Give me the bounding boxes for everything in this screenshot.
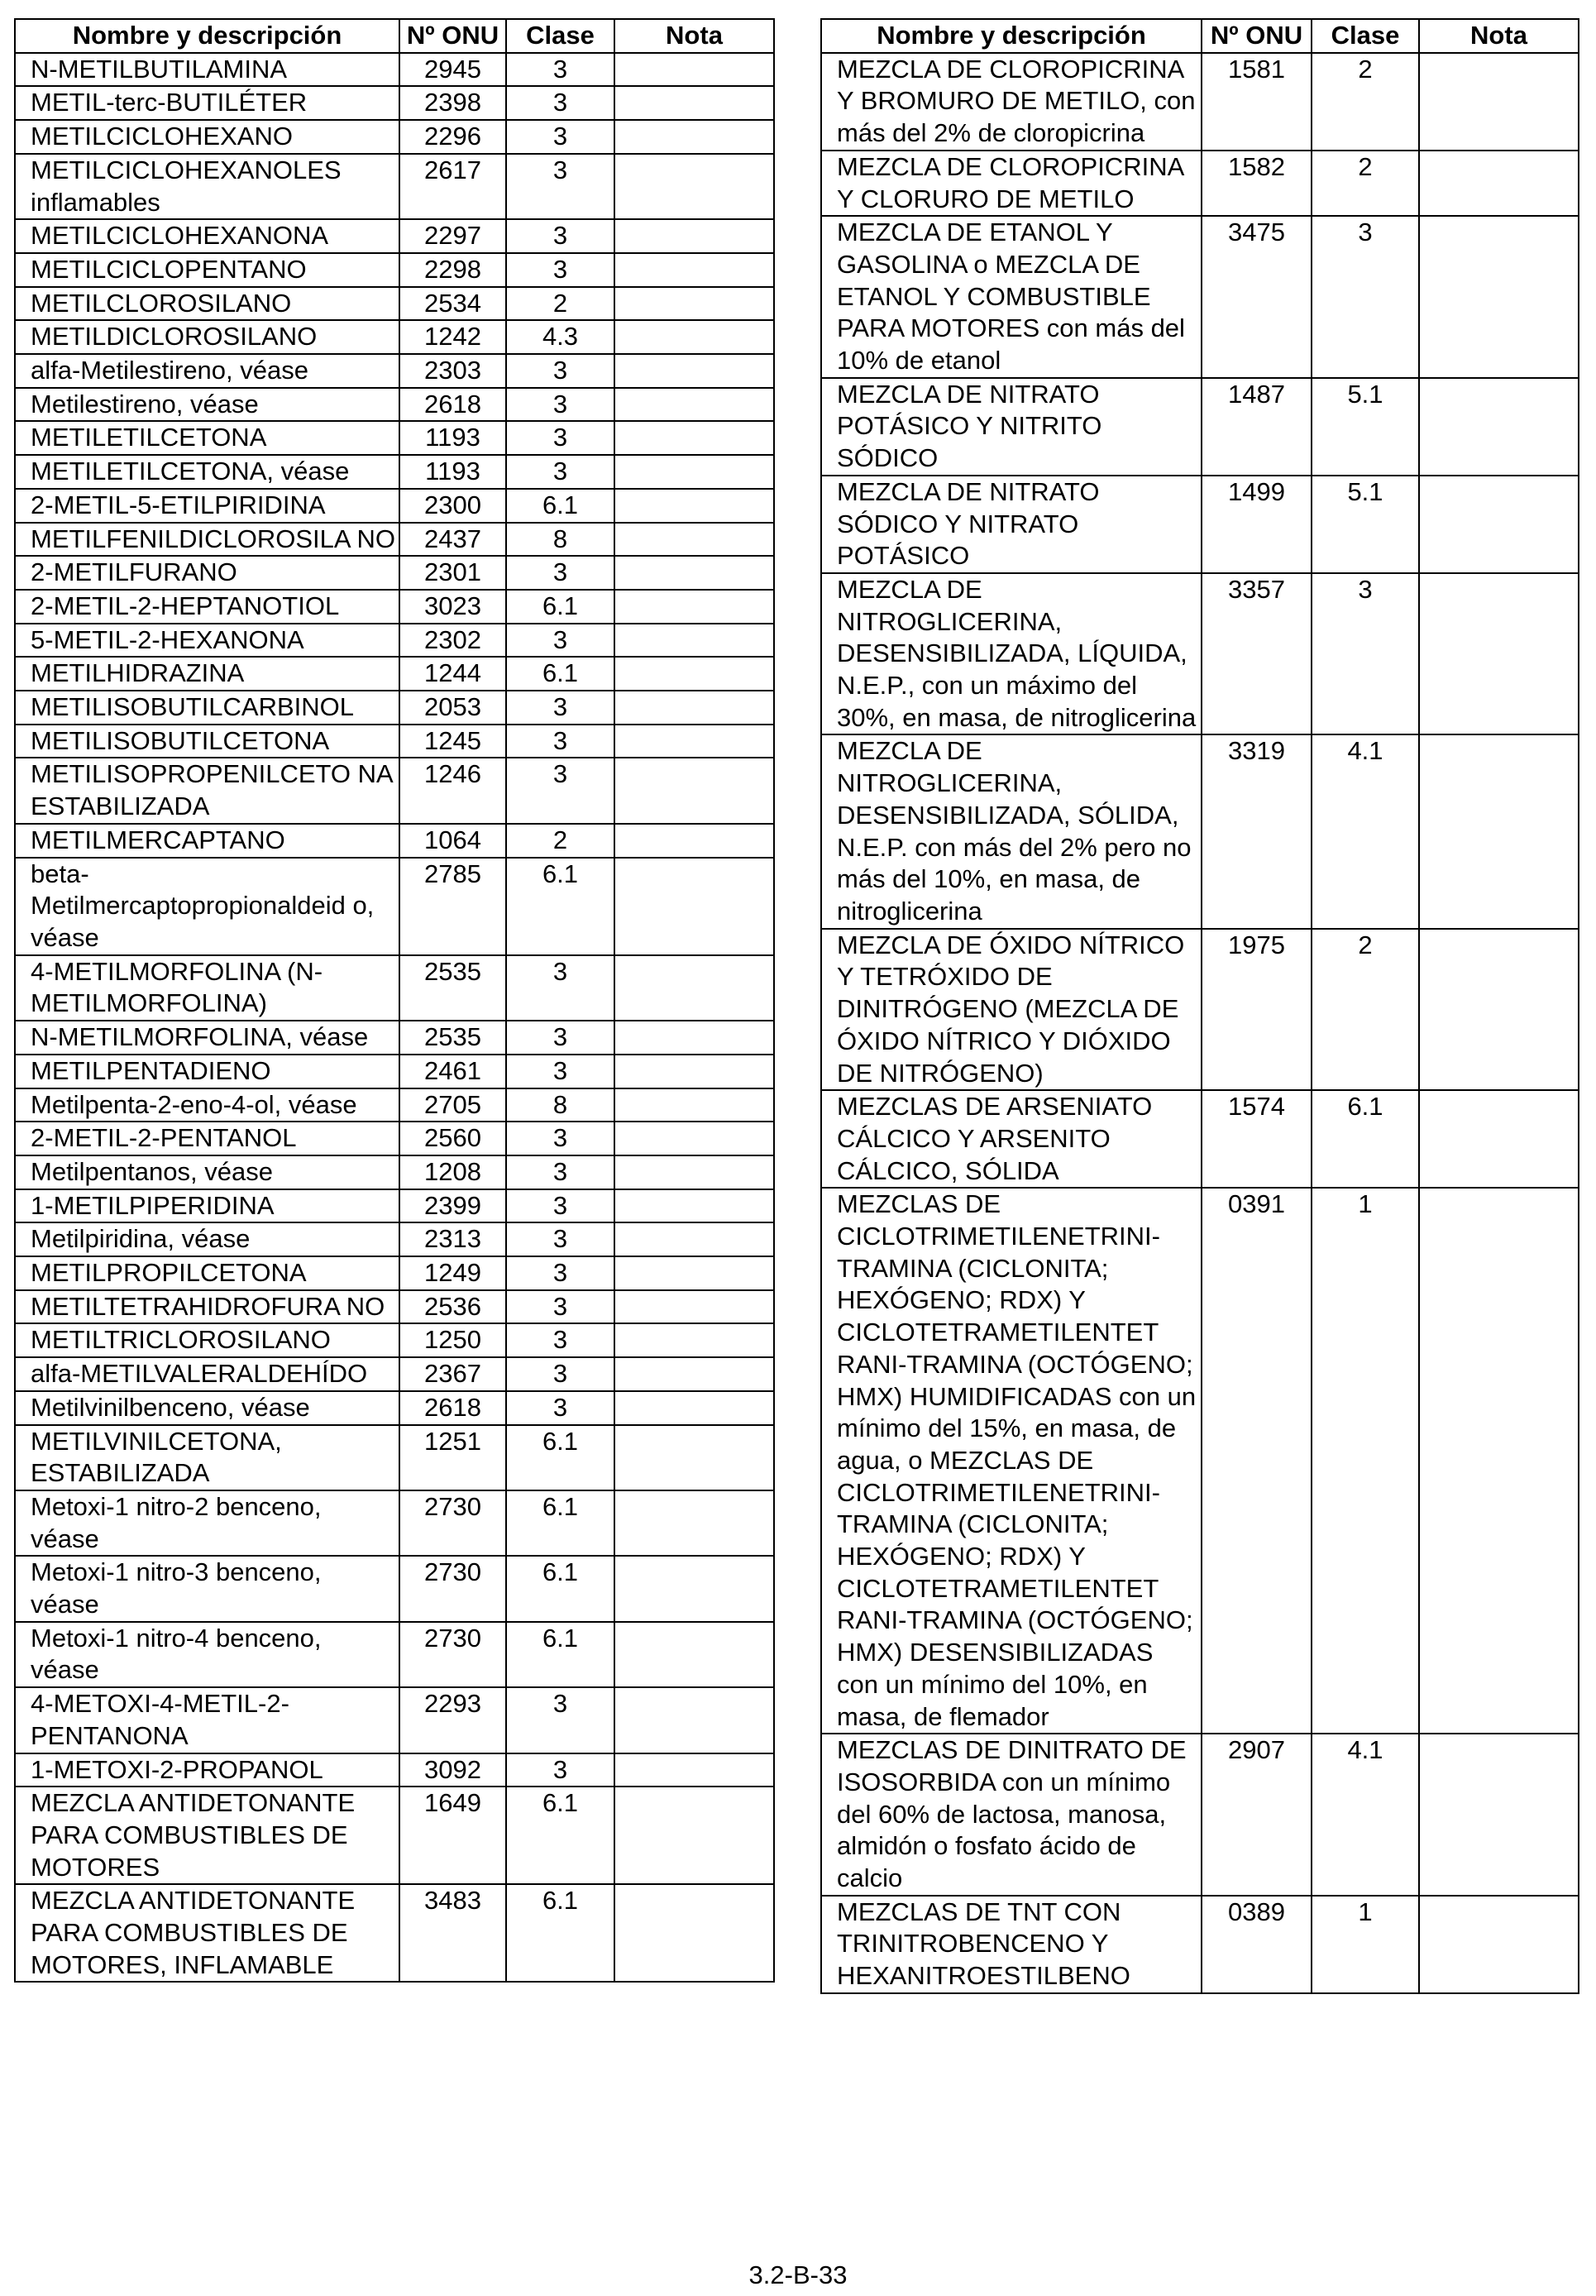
cell-nota [614,1753,774,1787]
cell-nota [614,86,774,120]
cell-nota [614,691,774,725]
cell-name: MEZCLAS DE DINITRATO DE ISOSORBIDA con un mínimo del 60% de lactosa, manosa, almidón o fosfato ácido de calcio [821,1734,1202,1896]
cell-nota [614,1021,774,1055]
cell-name: METILCICLOHEXANO [15,120,399,154]
table-row [15,455,774,489]
cell-clase: 3 [506,1256,614,1290]
cell-clase: 3 [506,1122,614,1155]
cell-nota [614,1622,774,1687]
cell-onu: 2399 [399,1189,506,1223]
table-row [15,624,774,658]
cell-clase: 2 [1312,151,1419,216]
cell-clase: 3 [506,1753,614,1787]
cell-onu: 2398 [399,86,506,120]
table-row [15,253,774,287]
table-row [15,1622,774,1687]
table-row [15,725,774,758]
cell-onu: 2293 [399,1687,506,1753]
cell-clase: 3 [506,758,614,823]
table-body-right [821,53,1579,1993]
cell-name: N-METILBUTILAMINA [15,53,399,87]
table-row [821,573,1579,735]
cell-name: Metilpenta-2-eno-4-ol, véase [15,1088,399,1122]
cell-name: MEZCLA DE NITROGLICERINA, DESENSIBILIZADA, LÍQUIDA, N.E.P., con un máximo del 30%, en masa, de nitroglicerina [821,573,1202,735]
table-row [15,1753,774,1787]
table-row [821,53,1579,151]
table-row [821,216,1579,378]
cell-nota [1419,53,1579,151]
table-row [821,1188,1579,1734]
column-header-clase: Clase [1312,19,1419,53]
cell-nota [1419,151,1579,216]
cell-name: MEZCLAS DE TNT CON TRINITROBENCENO Y HEXANITROESTILBENO [821,1896,1202,1993]
cell-nota [614,758,774,823]
cell-clase: 3 [506,1055,614,1088]
cell-name: MEZCLA DE NITROGLICERINA, DESENSIBILIZADA, SÓLIDA, N.E.P. con más del 2% pero no más del 10%, en masa, de nitroglicerina [821,734,1202,928]
table-row [15,691,774,725]
table-row [15,1884,774,1982]
cell-clase: 1 [1312,1188,1419,1734]
cell-nota [614,858,774,955]
cell-nota [614,1787,774,1884]
cell-onu: 1251 [399,1425,506,1490]
cell-name: METILISOBUTILCARBINOL [15,691,399,725]
cell-nota [1419,929,1579,1091]
cell-name: METILPENTADIENO [15,1055,399,1088]
cell-onu: 2534 [399,287,506,321]
table-row [15,489,774,523]
cell-clase: 3 [506,1323,614,1357]
cell-name: 2-METIL-2-PENTANOL [15,1122,399,1155]
cell-nota [614,624,774,658]
table-row [15,354,774,388]
cell-name: METILCICLOHEXANOLES inflamables [15,154,399,219]
column-header-name: Nombre y descripción [15,19,399,53]
table-row [15,1122,774,1155]
cell-name: N-METILMORFOLINA, véase [15,1021,399,1055]
cell-nota [614,320,774,354]
table-row [15,955,774,1021]
cell-name: METILMERCAPTANO [15,824,399,858]
cell-clase: 8 [506,1088,614,1122]
table-row [821,1896,1579,1993]
cell-clase: 3 [506,219,614,253]
cell-name: 4-METOXI-4-METIL-2-PENTANONA [15,1687,399,1753]
table-row [15,1357,774,1391]
cell-onu: 1193 [399,455,506,489]
cell-name: MEZCLA ANTIDETONANTE PARA COMBUSTIBLES DE MOTORES, INFLAMABLE [15,1884,399,1982]
cell-clase: 3 [506,154,614,219]
cell-nota [614,120,774,154]
table-row [821,151,1579,216]
cell-clase: 3 [506,1222,614,1256]
cell-name: 2-METIL-2-HEPTANOTIOL [15,590,399,624]
table-row [821,476,1579,573]
cell-clase: 3 [1312,216,1419,378]
cell-onu: 1245 [399,725,506,758]
cell-clase: 3 [506,1290,614,1324]
table-row [15,1290,774,1324]
cell-onu: 2730 [399,1490,506,1556]
cell-nota [614,53,774,87]
cell-onu: 1250 [399,1323,506,1357]
cell-onu: 3023 [399,590,506,624]
cell-onu: 2313 [399,1222,506,1256]
table-row [15,320,774,354]
cell-clase: 6.1 [506,590,614,624]
cell-nota [614,1189,774,1223]
cell-nota [1419,1734,1579,1896]
cell-clase: 4.1 [1312,1734,1419,1896]
cell-clase: 6.1 [506,1787,614,1884]
table-row [15,287,774,321]
cell-clase: 5.1 [1312,378,1419,476]
column-header-nota: Nota [1419,19,1579,53]
cell-onu: 2302 [399,624,506,658]
cell-name: MEZCLAS DE CICLOTRIMETILENETRINI-TRAMINA (CICLONITA; HEXÓGENO; RDX) Y CICLOTETRAMETILENTET RANI-TRAMINA (OCTÓGENO; HMX) HUMIDIFICADAS con un mínimo del 15%, en masa, de agua, o MEZCLAS DE CICLOTRIMETILENETRINI-TRAMINA (CICLONITA; HEXÓGENO; RDX) Y CICLOTETRAMETILENTET RANI-TRAMINA (OCTÓGENO; HMX) DESENSIBILIZADAS con un mínimo del 10%, en masa, de flemador [821,1188,1202,1734]
cell-onu: 1249 [399,1256,506,1290]
cell-nota [614,523,774,557]
cell-nota [614,1323,774,1357]
cell-nota [1419,476,1579,573]
cell-name: METILCLOROSILANO [15,287,399,321]
table-header-row [821,19,1579,53]
cell-onu: 2705 [399,1088,506,1122]
cell-nota [614,219,774,253]
table-row [15,219,774,253]
cell-name: 4-METILMORFOLINA (N-METILMORFOLINA) [15,955,399,1021]
cell-clase: 6.1 [1312,1090,1419,1188]
cell-nota [614,1055,774,1088]
cell-onu: 3092 [399,1753,506,1787]
cell-clase: 6.1 [506,657,614,691]
cell-clase: 3 [506,253,614,287]
cell-nota [614,489,774,523]
cell-name: Metilvinilbenceno, véase [15,1391,399,1425]
cell-clase: 3 [506,120,614,154]
cell-clase: 4.1 [1312,734,1419,928]
cell-onu: 2560 [399,1122,506,1155]
cell-onu: 2367 [399,1357,506,1391]
cell-clase: 2 [506,824,614,858]
cell-onu: 2730 [399,1622,506,1687]
cell-nota [1419,378,1579,476]
column-header-clase: Clase [506,19,614,53]
cell-onu: 2536 [399,1290,506,1324]
cell-name: METILHIDRAZINA [15,657,399,691]
cell-name: Metilpiridina, véase [15,1222,399,1256]
cell-name: METILTRICLOROSILANO [15,1323,399,1357]
cell-clase: 3 [506,556,614,590]
cell-name: Metoxi-1 nitro-3 benceno, véase [15,1556,399,1621]
cell-nota [614,1256,774,1290]
cell-onu: 1581 [1202,53,1312,151]
cell-clase: 6.1 [506,858,614,955]
cell-nota [614,154,774,219]
table-row [15,824,774,858]
cell-onu: 2437 [399,523,506,557]
table-body-left [15,53,774,1983]
cell-name: 1-METILPIPERIDINA [15,1189,399,1223]
cell-nota [614,1088,774,1122]
cell-clase: 1 [1312,1896,1419,1993]
table-row [15,758,774,823]
cell-nota [614,725,774,758]
cell-onu: 1064 [399,824,506,858]
table-row [15,1425,774,1490]
cell-name: METILCICLOHEXANONA [15,219,399,253]
cell-onu: 1193 [399,421,506,455]
cell-onu: 2535 [399,955,506,1021]
cell-name: METILCICLOPENTANO [15,253,399,287]
cell-onu: 1649 [399,1787,506,1884]
cell-name: METILPROPILCETONA [15,1256,399,1290]
table-row [15,1055,774,1088]
cell-onu: 3357 [1202,573,1312,735]
cell-name: 5-METIL-2-HEXANONA [15,624,399,658]
column-header-onu: Nº ONU [399,19,506,53]
cell-clase: 3 [1312,573,1419,735]
cell-name: MEZCLA DE NITRATO POTÁSICO Y NITRITO SÓDICO [821,378,1202,476]
page-number: 3.2-B-33 [748,2260,848,2289]
cell-nota [1419,1090,1579,1188]
table-row [15,421,774,455]
cell-nota [614,1884,774,1982]
cell-name: alfa-METILVALERALDEHÍDO [15,1357,399,1391]
cell-clase: 3 [506,421,614,455]
column-header-name: Nombre y descripción [821,19,1202,53]
table-row [15,1021,774,1055]
cell-name: MEZCLA DE CLOROPICRINA Y CLORURO DE METILO [821,151,1202,216]
cell-onu: 1244 [399,657,506,691]
cell-nota [1419,734,1579,928]
cell-clase: 3 [506,388,614,422]
cell-nota [614,1556,774,1621]
cell-name: METILISOBUTILCETONA [15,725,399,758]
table-row [15,53,774,87]
table-row [15,523,774,557]
table-row [821,734,1579,928]
cell-onu: 2298 [399,253,506,287]
cell-clase: 6.1 [506,1425,614,1490]
cell-clase: 2 [1312,929,1419,1091]
cell-name: MEZCLA DE NITRATO SÓDICO Y NITRATO POTÁSICO [821,476,1202,573]
cell-onu: 1582 [1202,151,1312,216]
table-row [15,590,774,624]
column-header-nota: Nota [614,19,774,53]
cell-onu: 3483 [399,1884,506,1982]
cell-clase: 4.3 [506,320,614,354]
cell-clase: 6.1 [506,1884,614,1982]
cell-nota [1419,573,1579,735]
cell-clase: 2 [506,287,614,321]
cell-onu: 0391 [1202,1188,1312,1734]
table-row [15,120,774,154]
table-row [15,1155,774,1189]
cell-onu: 3319 [1202,734,1312,928]
cell-nota [614,1290,774,1324]
dangerous-goods-table-right [820,18,1579,1994]
cell-name: 2-METIL-5-ETILPIRIDINA [15,489,399,523]
table-row [15,1323,774,1357]
cell-nota [614,354,774,388]
cell-nota [614,1391,774,1425]
cell-name: METILETILCETONA, véase [15,455,399,489]
cell-onu: 2297 [399,219,506,253]
cell-clase: 3 [506,955,614,1021]
cell-nota [614,657,774,691]
cell-onu: 1246 [399,758,506,823]
cell-onu: 2945 [399,53,506,87]
cell-name: METILISOPROPENILCETO NA ESTABILIZADA [15,758,399,823]
table-row [821,929,1579,1091]
cell-onu: 2303 [399,354,506,388]
cell-onu: 2461 [399,1055,506,1088]
table-row [15,1687,774,1753]
cell-nota [614,1222,774,1256]
cell-name: MEZCLA DE CLOROPICRINA Y BROMURO DE METILO, con más del 2% de cloropicrina [821,53,1202,151]
cell-nota [614,388,774,422]
cell-onu: 0389 [1202,1896,1312,1993]
cell-name: Metilpentanos, véase [15,1155,399,1189]
table-row [821,378,1579,476]
table-row [15,154,774,219]
cell-onu: 3475 [1202,216,1312,378]
cell-nota [1419,1188,1579,1734]
cell-onu: 1208 [399,1155,506,1189]
cell-onu: 2053 [399,691,506,725]
cell-nota [614,455,774,489]
cell-nota [1419,216,1579,378]
cell-clase: 6.1 [506,1490,614,1556]
cell-nota [614,1490,774,1556]
cell-name: Metoxi-1 nitro-4 benceno, véase [15,1622,399,1687]
cell-clase: 8 [506,523,614,557]
cell-clase: 3 [506,53,614,87]
cell-clase: 2 [1312,53,1419,151]
cell-nota [614,421,774,455]
cell-name: METILDICLOROSILANO [15,320,399,354]
cell-clase: 5.1 [1312,476,1419,573]
cell-name: beta-Metilmercaptopropionaldeid o, véase [15,858,399,955]
cell-onu: 2300 [399,489,506,523]
cell-name: Metoxi-1 nitro-2 benceno, véase [15,1490,399,1556]
cell-onu: 2301 [399,556,506,590]
table-row [15,86,774,120]
dangerous-goods-table-left [14,18,775,1983]
column-header-onu: Nº ONU [1202,19,1312,53]
cell-name: MEZCLA DE ÓXIDO NÍTRICO Y TETRÓXIDO DE DINITRÓGENO (MEZCLA DE ÓXIDO NÍTRICO Y DIÓXIDO DE NITRÓGENO) [821,929,1202,1091]
table-row [15,556,774,590]
table-row [15,858,774,955]
cell-clase: 6.1 [506,1556,614,1621]
cell-onu: 1574 [1202,1090,1312,1188]
cell-nota [614,287,774,321]
table-row [15,657,774,691]
cell-onu: 2618 [399,1391,506,1425]
cell-clase: 3 [506,455,614,489]
cell-nota [614,1122,774,1155]
cell-name: METILFENILDICLOROSILA NO [15,523,399,557]
cell-onu: 2296 [399,120,506,154]
cell-name: METILTETRAHIDROFURA NO [15,1290,399,1324]
cell-onu: 2618 [399,388,506,422]
table-row [15,1088,774,1122]
cell-name: alfa-Metilestireno, véase [15,354,399,388]
cell-name: 1-METOXI-2-PROPANOL [15,1753,399,1787]
cell-clase: 3 [506,1391,614,1425]
cell-onu: 2617 [399,154,506,219]
table-row [821,1090,1579,1188]
table-row [15,388,774,422]
cell-clase: 3 [506,725,614,758]
table-row [15,1189,774,1223]
table-row [15,1787,774,1884]
cell-name: 2-METILFURANO [15,556,399,590]
cell-name: Metilestireno, véase [15,388,399,422]
cell-name: MEZCLA DE ETANOL Y GASOLINA o MEZCLA DE ETANOL Y COMBUSTIBLE PARA MOTORES con más del 10% de etanol [821,216,1202,378]
cell-nota [614,1155,774,1189]
table-row [15,1256,774,1290]
table-row [15,1222,774,1256]
cell-nota [614,955,774,1021]
cell-clase: 3 [506,1155,614,1189]
cell-clase: 6.1 [506,1622,614,1687]
cell-name: METILVINILCETONA, ESTABILIZADA [15,1425,399,1490]
cell-clase: 6.1 [506,489,614,523]
cell-onu: 2535 [399,1021,506,1055]
cell-nota [614,1425,774,1490]
cell-clase: 3 [506,1021,614,1055]
cell-onu: 2907 [1202,1734,1312,1896]
cell-onu: 1487 [1202,378,1312,476]
cell-nota [614,253,774,287]
cell-name: MEZCLA ANTIDETONANTE PARA COMBUSTIBLES DE MOTORES [15,1787,399,1884]
table-row [15,1556,774,1621]
table-row [15,1391,774,1425]
cell-clase: 3 [506,354,614,388]
table-row [821,1734,1579,1896]
cell-name: MEZCLAS DE ARSENIATO CÁLCICO Y ARSENITO CÁLCICO, SÓLIDA [821,1090,1202,1188]
cell-clase: 3 [506,86,614,120]
cell-onu: 2730 [399,1556,506,1621]
cell-nota [614,556,774,590]
table-header-row [15,19,774,53]
cell-clase: 3 [506,691,614,725]
cell-clase: 3 [506,1357,614,1391]
cell-name: METILETILCETONA [15,421,399,455]
cell-clase: 3 [506,624,614,658]
cell-clase: 3 [506,1189,614,1223]
cell-nota [614,1357,774,1391]
cell-nota [614,824,774,858]
cell-nota [614,1687,774,1753]
cell-name: METIL-terc-BUTILÉTER [15,86,399,120]
cell-onu: 1975 [1202,929,1312,1091]
cell-nota [1419,1896,1579,1993]
cell-onu: 2785 [399,858,506,955]
cell-onu: 1242 [399,320,506,354]
cell-nota [614,590,774,624]
cell-onu: 1499 [1202,476,1312,573]
cell-clase: 3 [506,1687,614,1753]
table-row [15,1490,774,1556]
